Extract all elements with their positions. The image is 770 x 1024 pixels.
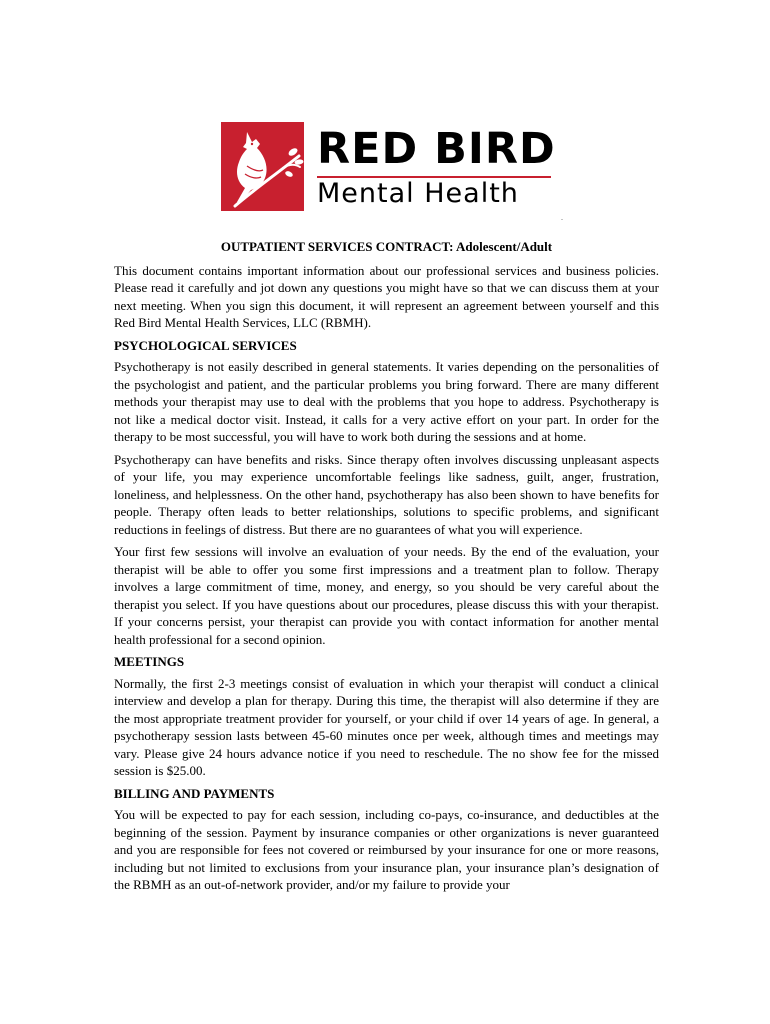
paragraph: Psychotherapy is not easily described in general statements. It varies depending on the personalities of the psychologist and patient, and the particular problems you bring forward. There are many different methods your therapist may use to deal with the problems that you hope to address. Psychotherapy is not like a medical doctor visit. Instead, it calls for a very active effort on your part. In order for the therapy to be most successful, you will have to work both during the sessions and at home. — [114, 359, 659, 444]
paragraph: Normally, the first 2-3 meetings consist of evaluation in which your therapist will conduct a clinical interview and develop a plan for therapy. During this time, the therapist will also determine if they are the most appropriate treatment provider for yourself, or your child if over 14 years of age. In general, a psychotherapy session lasts between 45-60 minutes once per week, although times and meetings may vary. Please give 24 hours advance notice if you need to reschedule. The no show fee for the missed session is $25.00. — [114, 675, 659, 778]
paragraph: You will be expected to pay for each session, including co-pays, co-insurance, and deductibles at the beginning of the session. Payment by insurance companies or other organizations is never guaranteed and you are responsible for fees not covered or reimbursed by your insurance for one or more reasons, including but not limited to exclusions from your insurance plan, your insurance plan’s designation of the RBMH as an out-of-network provider, and/or my failure to provide your — [114, 807, 659, 892]
section-heading-meetings: MEETINGS — [114, 654, 185, 669]
logo-title: RED BIRD — [317, 124, 556, 174]
stray-mark: . — [561, 213, 563, 222]
company-logo — [221, 122, 561, 212]
document-title: OUTPATIENT SERVICES CONTRACT: Adolescent/Adult — [220, 239, 553, 254]
cardinal-bird-icon — [221, 122, 304, 211]
intro-paragraph: This document contains important information about our professional services and business policies. Please read it carefully and jot down any questions you might have so that we can discuss them at your next meeting. When you sign this document, it will represent an agreement between yourself and this Red Bird Mental Health Services, LLC (RBMH). — [114, 262, 659, 330]
contract-document — [114, 238, 659, 899]
section-heading-psychological-services: PSYCHOLOGICAL SERVICES — [114, 337, 297, 353]
section-heading-billing: BILLING AND PAYMENTS — [114, 785, 275, 801]
paragraph: Your first few sessions will involve an evaluation of your needs. By the end of the evaluation, your therapist will be able to offer you some first impressions and a treatment plan to follow. Therapy involves a large commitment of time, money, and energy, so you should be very careful about the therapist you select. If you have questions about our procedures, please discuss this with your therapist. If your concerns persist, your therapist can provide you with contact information for another mental health professional for a second opinion. — [114, 544, 659, 647]
paragraph: Psychotherapy can have benefits and risks. Since therapy often involves discussing unpleasant aspects of your life, you may experience uncomfortable feelings like sadness, guilt, anger, frustration, loneliness, and helplessness. On the other hand, psychotherapy has also been shown to have benefits for people. Therapy often leads to better relationships, solutions to specific problems, and significant reductions in feelings of distress. But there are no guarantees of what you will experience. — [114, 451, 659, 537]
logo-subtitle: Mental Health — [317, 178, 519, 209]
